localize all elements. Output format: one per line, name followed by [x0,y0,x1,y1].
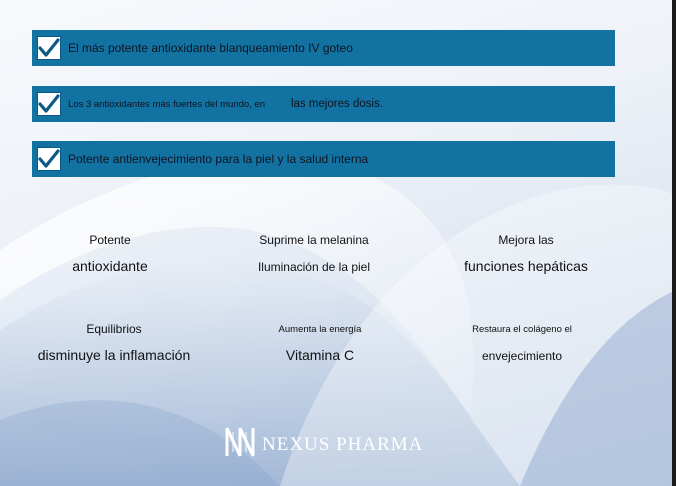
feature-antioxidant [10,233,210,274]
brand-name-second: PHARMA [336,433,424,455]
feature-melanin [214,233,414,274]
claim-text-right: las mejores dosis. [290,98,384,110]
window-edge [672,0,676,486]
feature-energy [220,324,420,363]
checkmark-icon [37,92,61,116]
feature-detail: disminuye la inflamación [37,347,191,363]
feature-collagen [422,324,622,363]
feature-heading: Aumenta la energía [278,324,362,335]
feature-heading: Mejora las [498,233,554,247]
feature-heading: Restaura el colágeno el [472,324,572,335]
feature-heading: Suprime la melanina [259,233,369,247]
feature-detail: antioxidante [72,258,148,274]
feature-liver [426,233,626,274]
feature-detail: funciones hepáticas [464,258,588,274]
nexus-logo-icon [224,424,256,465]
feature-detail: Vitamina C [285,347,355,363]
checkmark-icon [37,147,61,171]
claim-text: Potente antienvejecimiento para la piel y la salud interna [68,152,369,166]
feature-detail: envejecimiento [481,349,563,363]
claim-banner-2 [32,86,615,122]
feature-heading: Equilibrios [86,322,142,336]
feature-detail: Iluminación de la piel [257,260,371,274]
checkmark-icon [37,36,61,60]
claim-banner-1 [32,30,615,66]
claim-text: El más potente antioxidante blanqueamiento IV goteo [68,41,353,55]
feature-heading: Potente [89,233,131,247]
brand-name [262,434,423,456]
brand-name-first: NEXUS [262,433,331,455]
claim-text-left: Los 3 antioxidantes más fuertes del mundo, en [68,99,265,110]
brand-logo [224,424,423,465]
claim-text [68,98,383,110]
claim-banner-3 [32,141,615,177]
feature-inflammation [14,322,214,363]
